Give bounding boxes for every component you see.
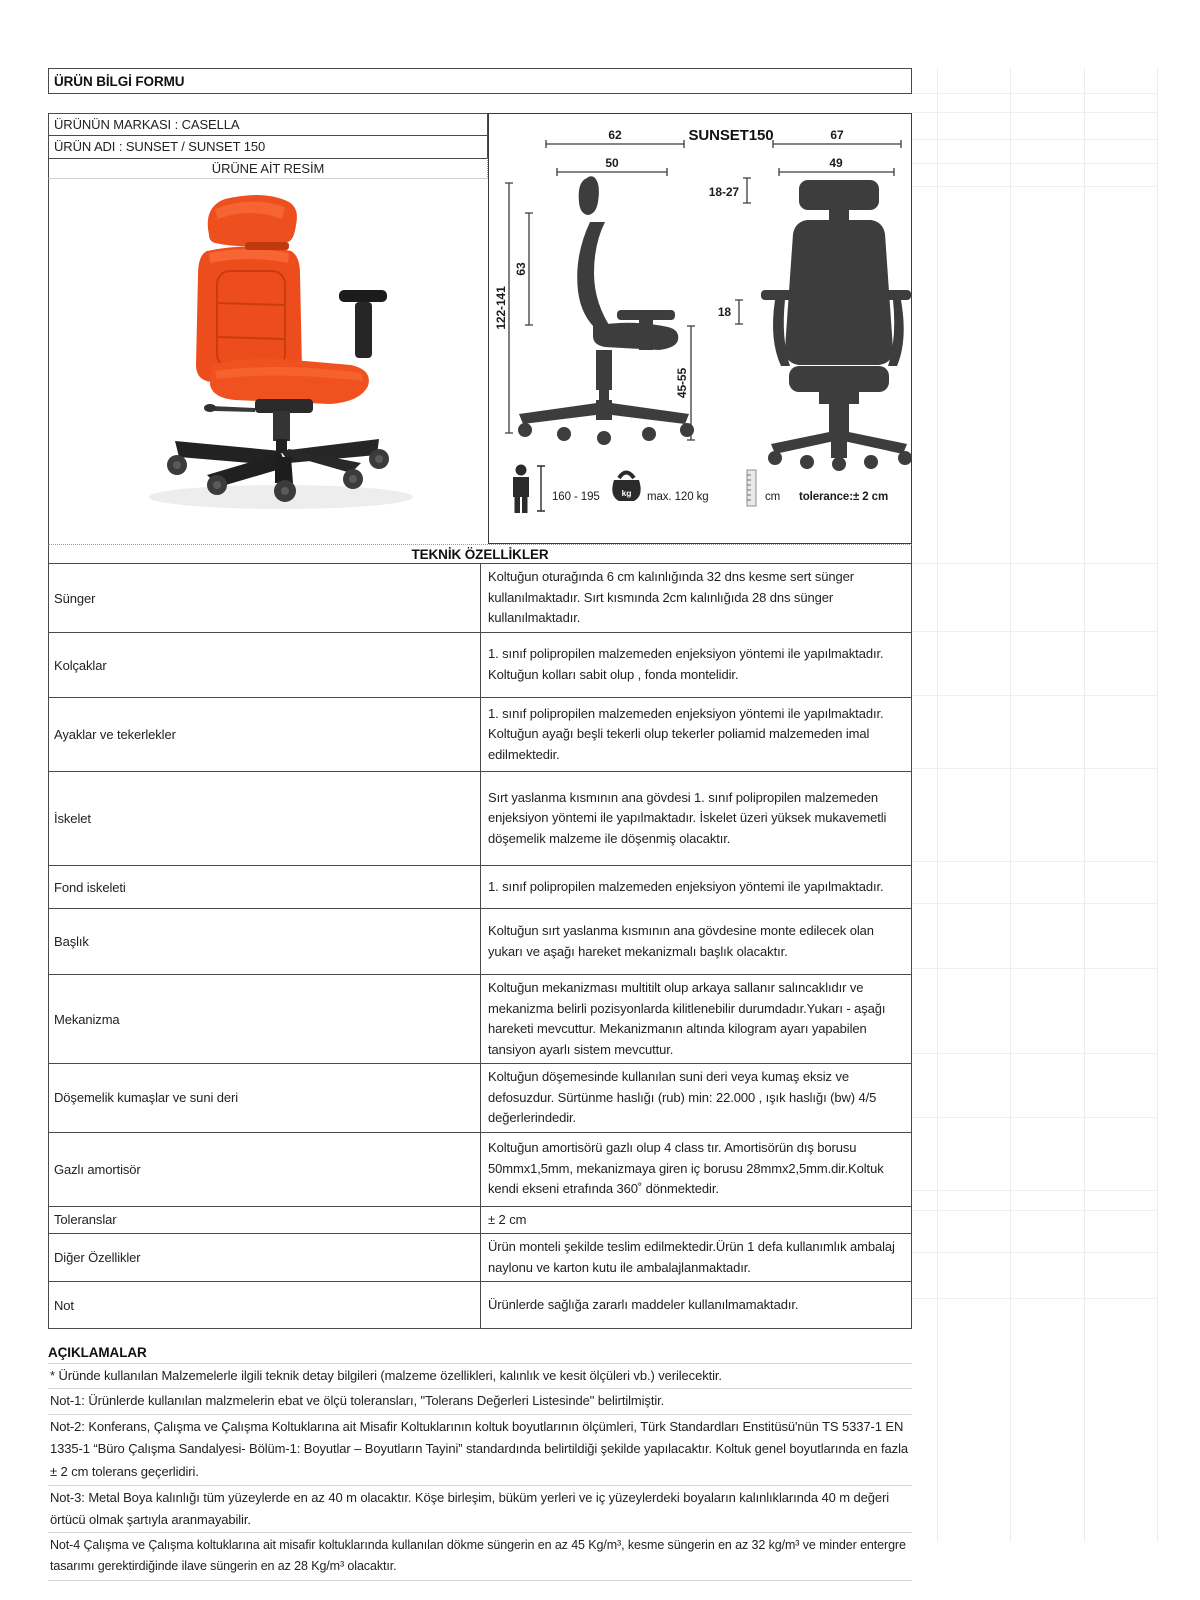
gridline (912, 695, 1157, 696)
chair-side-view (518, 176, 694, 445)
table-row (49, 866, 911, 909)
gridline (912, 1210, 1157, 1211)
table-row (49, 975, 911, 1064)
table-row (49, 772, 911, 866)
gridline (912, 903, 1157, 904)
table-row (49, 1234, 911, 1282)
spec-table (48, 564, 912, 1329)
spec-label: Toleranslar (49, 1207, 481, 1234)
product-name-row: ÜRÜN ADI : SUNSET / SUNSET 150 (48, 135, 488, 157)
gridline (912, 1252, 1157, 1253)
gridline (912, 1190, 1157, 1191)
table-row (49, 909, 911, 975)
table-row (49, 1133, 911, 1207)
spec-value: 1. sınıf polipropilen malzemeden enjeksiyon yöntemi ile yapılmaktadır. (488, 878, 884, 894)
gridline (912, 112, 1157, 113)
gridline (912, 1298, 1157, 1299)
weight-icon (612, 473, 640, 502)
table-row (49, 698, 911, 772)
brand-row: ÜRÜNÜN MARKASI : CASELLA (48, 113, 488, 135)
spec-value: Koltuğun oturağında 6 cm kalınlığında 32 dns kesme sert sünger kullanılmaktadır. Sırt kısmında 2cm kalınlığıda 28 dns sünger kullanılmaktadır. (488, 569, 854, 626)
spec-value: Koltuğun mekanizması multitilt olup arkaya sallanır salıncaklıdır ve mekanizma belirli pozisyonlarda kilitlenebilir durumdadır.Yukarı - aşağı hareketi mevcuttur. Mekanizmanın altında kilogram ayarı yapabilen tansiyon ayarlı sistem mevcuttur. (488, 980, 886, 1057)
spec-label: Döşemelik kumaşlar ve suni deri (49, 1064, 481, 1132)
gridline (912, 563, 1157, 564)
spec-label: İskelet (49, 772, 481, 865)
gridline (912, 1117, 1157, 1118)
spec-value: Sırt yaslanma kısmının ana gövdesi 1. sınıf polipropilen malzemeden enjeksiyon yöntemi ile yapılmaktadır. İskelet üzeri yüksek mukavemetli döşemelik malzeme ile döşenmiş olacaktır. (488, 789, 887, 846)
max-weight: max. 120 kg (647, 491, 709, 503)
spec-label: Not (49, 1282, 481, 1328)
gridline (912, 768, 1157, 769)
gridline (912, 631, 1157, 632)
ruler-icon (747, 470, 756, 506)
person-height-range: 160 - 195 (552, 491, 600, 503)
table-row (49, 1207, 911, 1235)
gridline (912, 186, 1157, 187)
table-row (49, 1064, 911, 1133)
spec-value: Ürünlerde sağlığa zararlı maddeler kullanılmamaktadır. (488, 1297, 799, 1313)
spacer (48, 94, 912, 113)
dim-headrest-range: 18-27 (708, 185, 739, 199)
info-left-column (48, 113, 488, 544)
gridline (1010, 68, 1011, 1542)
product-photo-area (48, 179, 488, 544)
spec-value: 1. sınıf polipropilen malzemeden enjeksiyon yöntemi ile yapılmaktadır. Koltuğun ayağı beşli tekerli olup tekerler poliamid malzemeden imal edilmektedir. (488, 705, 884, 762)
dim-seat-height: 45-55 (675, 367, 689, 399)
dim-back-gap: 18 (717, 305, 731, 319)
spec-value: 1. sınıf polipropilen malzemeden enjeksiyon yöntemi ile yapılmaktadır. Koltuğun kolları sabit olup , fonda montelidir. (488, 646, 884, 682)
spec-label: Diğer Özellikler (49, 1234, 481, 1281)
dim-back-height: 63 (514, 262, 528, 276)
technical-drawing (489, 114, 911, 543)
height-bracket (537, 466, 545, 511)
gridline (912, 968, 1157, 969)
note-item: Not-2: Konferans, Çalışma ve Çalışma Koltuklarına ait Misafir Koltuklarının koltuk boyutlarının ölçümleri, Türk Standardları Enstitüsü'nün TS 5337-1 EN 1335-1 “Büro Çalışma Sandalyesi- Bölüm-1: Boyutlar – Boyutların Tayini” standardında belirtildiği şekilde yapılacaktır. Koltuk genel boyutlarında en fazla ± 2 cm tolerans geçerlidiri. (48, 1415, 912, 1486)
note-item: Not-1: Ürünlerde kullanılan malzmelerin ebat ve ölçü toleransları, "Tolerans Değerleri Listesinde" belirtilmiştir. (48, 1389, 912, 1414)
table-row (49, 1282, 911, 1328)
spec-value: ± 2 cm (488, 1211, 527, 1227)
weight-unit-label: kg (621, 488, 632, 498)
spec-value: Koltuğun amortisörü gazlı olup 4 class tır. Amortisörün dış borusu 50mmx1,5mm, mekanizmaya giren iç borusu 28mmx2,5mm.dir.Koltuk kendi ekseni etrafında 360˚ dönmektedir. (488, 1140, 884, 1197)
product-photo-chair (49, 179, 489, 539)
dim-side-inner: 50 (605, 156, 619, 170)
note-item: Not-3: Metal Boya kalınlığı tüm yüzeylerde en az 40 m olacaktır. Köşe birleşim, büküm yerleri ve iç yüzeylerdeki boyaların kalınlıklarında 40 m değeri örtücü olmak şartıyla aranmayabilir. (48, 1486, 912, 1533)
gridline (912, 1053, 1157, 1054)
note-item: Not-4 Çalışma ve Çalışma koltuklarına ait misafir koltuklarında kullanılan dökme süngerin en az 45 Kg/m³, kesme süngerin en az 32 kg/m³ ve minder entergre tasarımı gerektirdiğinde ilave süngerin en az 28 Kg/m³ olacaktır. (48, 1533, 912, 1581)
gridline (912, 93, 1157, 94)
spec-label: Başlık (49, 909, 481, 974)
spec-label: Mekanizma (49, 975, 481, 1063)
gridline (912, 861, 1157, 862)
spec-label: Kolçaklar (49, 633, 481, 697)
spec-label: Ayaklar ve tekerlekler (49, 698, 481, 771)
gridline (912, 163, 1157, 164)
spec-value: Koltuğun döşemesinde kullanılan suni deri veya kumaş eksiz ve defosuzdur. Sürtünme haslığı (rub) min: 22.000 , ışık haslığı (bw) 4/5 değerlerindedir. (488, 1069, 877, 1126)
notes-section (48, 1341, 912, 1580)
table-row (49, 633, 911, 698)
spec-table-header: TEKNİK ÖZELLİKLER (48, 544, 912, 564)
gridline (1157, 68, 1158, 1542)
note-item: * Üründe kullanılan Malzemelerle ilgili teknik detay bilgileri (malzeme özellikleri, kalınlık ve kesit ölçüleri vb.) verilecektir. (48, 1364, 912, 1389)
gridline (937, 68, 938, 1542)
spec-label: Sünger (49, 564, 481, 632)
drawing-title: SUNSET150 (688, 127, 774, 144)
image-label: ÜRÜNE AİT RESİM (48, 158, 488, 179)
dim-side-outer: 62 (608, 128, 622, 142)
spec-value: Ürün monteli şekilde teslim edilmektedir.Ürün 1 defa kullanımlık ambalaj naylonu ve karton kutu ile ambalajlanmaktadır. (488, 1239, 895, 1275)
spec-label: Fond iskeleti (49, 866, 481, 908)
chair-front-view (761, 180, 911, 471)
table-row (49, 564, 911, 633)
spec-value: Koltuğun sırt yaslanma kısmının ana gövdesine monte edilecek olan yukarı ve aşağı hareket mekanizmalı başlık olacaktır. (488, 922, 874, 959)
dim-front-outer: 67 (830, 128, 844, 142)
dim-front-inner: 49 (829, 156, 843, 170)
gridline (912, 139, 1157, 140)
gridline (1084, 68, 1085, 1542)
technical-drawing-box (488, 113, 912, 544)
tolerance-label: tolerance:± 2 cm (799, 491, 889, 503)
notes-header: AÇIKLAMALAR (48, 1341, 912, 1364)
person-icon (513, 465, 529, 514)
dim-total-height: 122-141 (494, 286, 508, 330)
spec-label: Gazlı amortisör (49, 1133, 481, 1206)
info-section (48, 113, 912, 544)
unit-label: cm (765, 491, 781, 503)
page-title: ÜRÜN BİLGİ FORMU (48, 68, 912, 94)
